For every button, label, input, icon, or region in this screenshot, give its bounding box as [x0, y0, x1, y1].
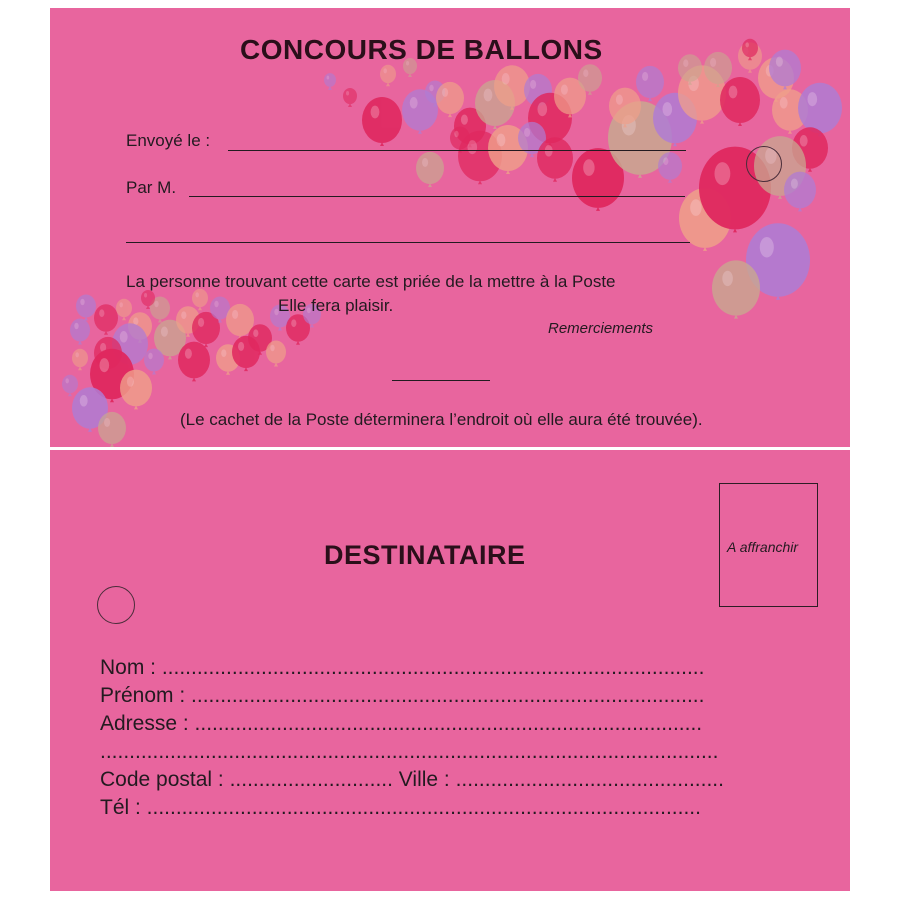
balloon: [324, 73, 336, 90]
balloon: [116, 299, 132, 320]
balloon: [784, 172, 816, 212]
field-name[interactable]: Nom : .............................................................................................: [100, 656, 705, 679]
card-title: CONCOURS DE BALLONS: [240, 34, 603, 65]
balloon: [72, 349, 88, 370]
punch-hole-icon: [746, 146, 782, 182]
balloon: [658, 152, 682, 183]
balloon: [266, 341, 286, 367]
balloon: [62, 375, 78, 396]
stamp-label: A affranchir: [727, 539, 799, 555]
balloon: [402, 89, 438, 133]
balloon: [70, 319, 90, 345]
balloon: [120, 370, 152, 410]
balloon: [76, 295, 96, 321]
balloon: [192, 289, 208, 310]
thanks-text: Remerciements: [548, 320, 654, 337]
message-line-2: Elle fera plaisir.: [278, 296, 394, 315]
signature-line[interactable]: [392, 380, 490, 381]
card-front: [50, 8, 850, 447]
recipient-title: DESTINATAIRE: [324, 540, 526, 570]
field-address[interactable]: Adresse : .......................................................................................: [100, 712, 703, 735]
card-back: [50, 450, 850, 891]
field-postal-city[interactable]: Code postal : ............................ Ville : ..............................................: [100, 768, 724, 791]
sender-extra-line[interactable]: [126, 242, 690, 243]
balloon: [537, 137, 573, 181]
balloon: [380, 65, 396, 86]
field-firstname[interactable]: Prénom : ........................................................................................: [100, 684, 705, 707]
field-address-2[interactable]: ..........................................................................................................: [100, 740, 719, 763]
balloon: [343, 88, 357, 107]
balloon: [636, 66, 664, 101]
balloon: [178, 342, 210, 382]
balloon-cluster-graphic: [50, 8, 850, 447]
stamp-box: [719, 483, 818, 607]
message-line-1: La personne trouvant cette carte est priée de la mettre à la Poste: [126, 272, 616, 291]
balloon: [362, 97, 402, 146]
balloon: [98, 412, 126, 447]
sender-label: Par M.: [126, 178, 177, 197]
field-phone[interactable]: Tél : ...............................................................................................: [100, 796, 701, 819]
balloon: [144, 349, 164, 375]
balloon: [94, 304, 118, 335]
sent-date-label: Envoyé le :: [126, 131, 211, 150]
sender-line[interactable]: [189, 196, 685, 197]
balloon: [712, 260, 760, 318]
sent-date-line[interactable]: [228, 150, 686, 151]
punch-hole-icon: [97, 586, 135, 624]
balloon: [416, 152, 444, 187]
balloon: [720, 77, 760, 126]
balloon: [436, 82, 464, 117]
postmark-note: (Le cachet de la Poste déterminera l’endroit où elle aura été trouvée).: [180, 410, 703, 429]
